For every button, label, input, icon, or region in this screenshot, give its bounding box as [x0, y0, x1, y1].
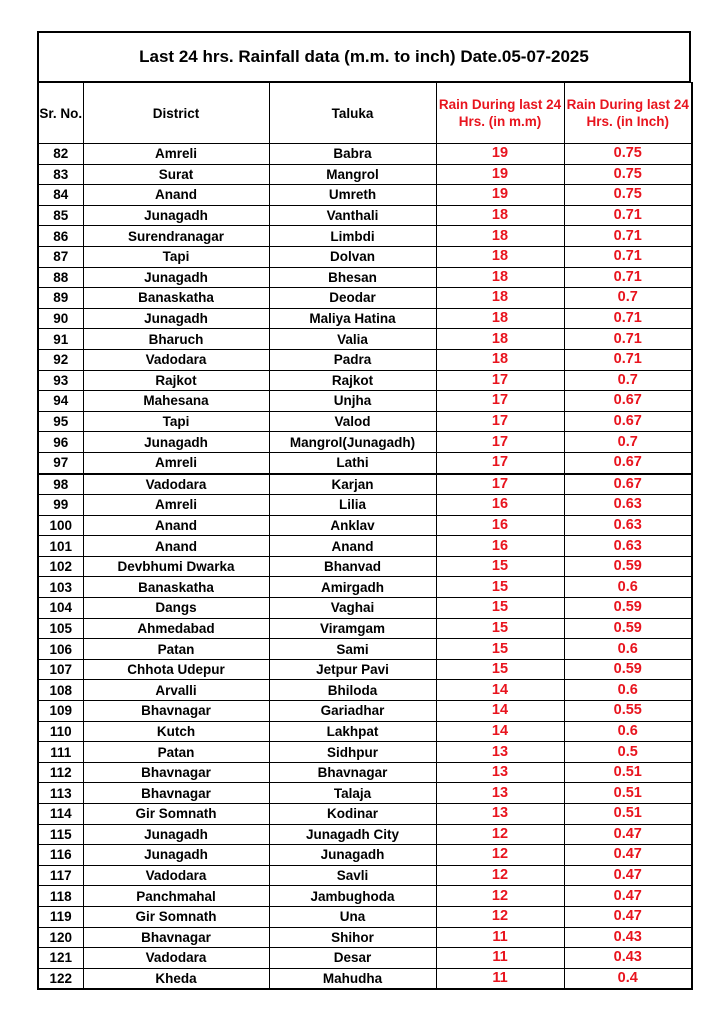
- table-row: [38, 927, 692, 948]
- cell-taluka: Bhiloda: [269, 680, 436, 701]
- header-district: District: [83, 83, 269, 144]
- cell-rain-mm: 16: [436, 536, 564, 557]
- table-row: [38, 598, 692, 619]
- cell-sr-no: 103: [38, 577, 83, 598]
- cell-taluka: Amirgadh: [269, 577, 436, 598]
- table-row: [38, 618, 692, 639]
- cell-district: Chhota Udepur: [83, 659, 269, 680]
- cell-taluka: Jetpur Pavi: [269, 659, 436, 680]
- cell-taluka: Una: [269, 906, 436, 927]
- cell-district: Rajkot: [83, 370, 269, 391]
- table-row: [38, 349, 692, 370]
- table-row: [38, 185, 692, 206]
- cell-sr-no: 95: [38, 411, 83, 432]
- cell-sr-no: 86: [38, 226, 83, 247]
- cell-rain-inch: 0.63: [564, 536, 692, 557]
- header-row: [38, 83, 692, 144]
- cell-district: Kheda: [83, 968, 269, 989]
- table-row: [38, 721, 692, 742]
- table-row: [38, 432, 692, 453]
- cell-sr-no: 85: [38, 205, 83, 226]
- cell-district: Bhavnagar: [83, 701, 269, 722]
- cell-sr-no: 98: [38, 474, 83, 495]
- cell-district: Bhavnagar: [83, 762, 269, 783]
- cell-district: Banaskatha: [83, 577, 269, 598]
- cell-sr-no: 97: [38, 452, 83, 473]
- cell-sr-no: 96: [38, 432, 83, 453]
- table-row: [38, 164, 692, 185]
- cell-rain-inch: 0.47: [564, 906, 692, 927]
- cell-taluka: Lathi: [269, 452, 436, 473]
- cell-taluka: Karjan: [269, 474, 436, 495]
- cell-sr-no: 102: [38, 556, 83, 577]
- cell-district: Bharuch: [83, 329, 269, 350]
- cell-sr-no: 89: [38, 288, 83, 309]
- cell-sr-no: 101: [38, 536, 83, 557]
- cell-taluka: Umreth: [269, 185, 436, 206]
- cell-district: Patan: [83, 639, 269, 660]
- cell-taluka: Limbdi: [269, 226, 436, 247]
- cell-district: Junagadh: [83, 308, 269, 329]
- cell-sr-no: 92: [38, 349, 83, 370]
- cell-rain-mm: 17: [436, 411, 564, 432]
- cell-district: Junagadh: [83, 267, 269, 288]
- cell-district: Vadodara: [83, 865, 269, 886]
- cell-rain-inch: 0.47: [564, 886, 692, 907]
- cell-district: Tapi: [83, 246, 269, 267]
- cell-district: Surat: [83, 164, 269, 185]
- table-row: [38, 267, 692, 288]
- cell-rain-inch: 0.71: [564, 246, 692, 267]
- cell-sr-no: 118: [38, 886, 83, 907]
- cell-rain-mm: 18: [436, 329, 564, 350]
- cell-rain-inch: 0.6: [564, 577, 692, 598]
- cell-sr-no: 122: [38, 968, 83, 989]
- cell-sr-no: 83: [38, 164, 83, 185]
- cell-sr-no: 115: [38, 824, 83, 845]
- cell-taluka: Unjha: [269, 391, 436, 412]
- table-row: [38, 824, 692, 845]
- cell-sr-no: 114: [38, 804, 83, 825]
- table-row: [38, 144, 692, 165]
- cell-rain-inch: 0.47: [564, 824, 692, 845]
- cell-rain-inch: 0.67: [564, 452, 692, 473]
- rainfall-table: [37, 82, 693, 990]
- table-row: [38, 205, 692, 226]
- cell-rain-inch: 0.59: [564, 556, 692, 577]
- cell-taluka: Bhavnagar: [269, 762, 436, 783]
- cell-rain-mm: 15: [436, 556, 564, 577]
- cell-rain-mm: 18: [436, 246, 564, 267]
- cell-rain-mm: 18: [436, 267, 564, 288]
- cell-rain-mm: 17: [436, 432, 564, 453]
- cell-rain-mm: 19: [436, 185, 564, 206]
- table-row: [38, 411, 692, 432]
- cell-sr-no: 100: [38, 515, 83, 536]
- cell-rain-mm: 18: [436, 308, 564, 329]
- cell-sr-no: 117: [38, 865, 83, 886]
- cell-taluka: Deodar: [269, 288, 436, 309]
- cell-sr-no: 107: [38, 659, 83, 680]
- table-row: [38, 865, 692, 886]
- cell-taluka: Padra: [269, 349, 436, 370]
- cell-sr-no: 106: [38, 639, 83, 660]
- table-row: [38, 474, 692, 495]
- table-row: [38, 495, 692, 516]
- cell-rain-inch: 0.43: [564, 948, 692, 969]
- cell-sr-no: 88: [38, 267, 83, 288]
- cell-rain-inch: 0.51: [564, 804, 692, 825]
- cell-taluka: Mahudha: [269, 968, 436, 989]
- cell-taluka: Talaja: [269, 783, 436, 804]
- cell-rain-inch: 0.6: [564, 639, 692, 660]
- cell-sr-no: 121: [38, 948, 83, 969]
- cell-sr-no: 87: [38, 246, 83, 267]
- cell-district: Anand: [83, 515, 269, 536]
- cell-district: Surendranagar: [83, 226, 269, 247]
- cell-district: Arvalli: [83, 680, 269, 701]
- cell-rain-inch: 0.59: [564, 598, 692, 619]
- cell-sr-no: 112: [38, 762, 83, 783]
- cell-sr-no: 111: [38, 742, 83, 763]
- cell-rain-mm: 12: [436, 906, 564, 927]
- table-row: [38, 804, 692, 825]
- table-row: [38, 556, 692, 577]
- cell-sr-no: 119: [38, 906, 83, 927]
- cell-taluka: Anand: [269, 536, 436, 557]
- cell-sr-no: 110: [38, 721, 83, 742]
- cell-rain-mm: 12: [436, 824, 564, 845]
- cell-rain-mm: 15: [436, 577, 564, 598]
- table-row: [38, 226, 692, 247]
- cell-district: Vadodara: [83, 349, 269, 370]
- cell-rain-inch: 0.51: [564, 783, 692, 804]
- cell-taluka: Shihor: [269, 927, 436, 948]
- table-row: [38, 783, 692, 804]
- cell-rain-mm: 12: [436, 865, 564, 886]
- header-rain-mm: Rain During last 24 Hrs. (in m.m): [436, 83, 564, 144]
- cell-rain-inch: 0.71: [564, 205, 692, 226]
- cell-taluka: Valia: [269, 329, 436, 350]
- cell-district: Amreli: [83, 495, 269, 516]
- cell-rain-mm: 17: [436, 370, 564, 391]
- cell-rain-mm: 18: [436, 226, 564, 247]
- cell-taluka: Gariadhar: [269, 701, 436, 722]
- cell-district: Gir Somnath: [83, 804, 269, 825]
- cell-district: Panchmahal: [83, 886, 269, 907]
- cell-taluka: Babra: [269, 144, 436, 165]
- cell-rain-inch: 0.43: [564, 927, 692, 948]
- cell-sr-no: 116: [38, 845, 83, 866]
- cell-sr-no: 99: [38, 495, 83, 516]
- cell-rain-inch: 0.4: [564, 968, 692, 989]
- cell-district: Bhavnagar: [83, 927, 269, 948]
- cell-taluka: Junagadh: [269, 845, 436, 866]
- cell-rain-inch: 0.75: [564, 144, 692, 165]
- cell-rain-mm: 14: [436, 680, 564, 701]
- table-row: [38, 845, 692, 866]
- cell-district: Anand: [83, 185, 269, 206]
- cell-taluka: Desar: [269, 948, 436, 969]
- cell-taluka: Anklav: [269, 515, 436, 536]
- table-row: [38, 288, 692, 309]
- cell-rain-inch: 0.47: [564, 865, 692, 886]
- cell-district: Patan: [83, 742, 269, 763]
- cell-rain-mm: 16: [436, 515, 564, 536]
- cell-taluka: Dolvan: [269, 246, 436, 267]
- cell-district: Amreli: [83, 452, 269, 473]
- table-row: [38, 886, 692, 907]
- cell-rain-inch: 0.67: [564, 411, 692, 432]
- cell-district: Vadodara: [83, 948, 269, 969]
- cell-sr-no: 94: [38, 391, 83, 412]
- table-row: [38, 370, 692, 391]
- cell-sr-no: 109: [38, 701, 83, 722]
- cell-taluka: Jambughoda: [269, 886, 436, 907]
- cell-sr-no: 82: [38, 144, 83, 165]
- cell-district: Vadodara: [83, 474, 269, 495]
- table-row: [38, 906, 692, 927]
- cell-taluka: Junagadh City: [269, 824, 436, 845]
- cell-rain-mm: 14: [436, 721, 564, 742]
- cell-taluka: Sami: [269, 639, 436, 660]
- cell-rain-mm: 17: [436, 452, 564, 473]
- cell-district: Junagadh: [83, 845, 269, 866]
- table-row: [38, 948, 692, 969]
- cell-district: Amreli: [83, 144, 269, 165]
- cell-rain-mm: 11: [436, 927, 564, 948]
- cell-taluka: Mangrol: [269, 164, 436, 185]
- cell-district: Devbhumi Dwarka: [83, 556, 269, 577]
- cell-rain-mm: 13: [436, 783, 564, 804]
- cell-rain-inch: 0.59: [564, 659, 692, 680]
- cell-taluka: Rajkot: [269, 370, 436, 391]
- cell-rain-inch: 0.55: [564, 701, 692, 722]
- table-row: [38, 742, 692, 763]
- table-row: [38, 515, 692, 536]
- cell-rain-mm: 11: [436, 968, 564, 989]
- table-body: [38, 144, 692, 990]
- cell-rain-mm: 15: [436, 618, 564, 639]
- table-row: [38, 577, 692, 598]
- cell-taluka: Bhanvad: [269, 556, 436, 577]
- cell-sr-no: 84: [38, 185, 83, 206]
- table-title: Last 24 hrs. Rainfall data (m.m. to inch) Date.05-07-2025: [37, 31, 691, 82]
- header-rain-inch: Rain During last 24 Hrs. (in Inch): [564, 83, 692, 144]
- cell-sr-no: 105: [38, 618, 83, 639]
- cell-sr-no: 104: [38, 598, 83, 619]
- cell-rain-mm: 15: [436, 598, 564, 619]
- cell-district: Tapi: [83, 411, 269, 432]
- table-row: [38, 701, 692, 722]
- cell-district: Anand: [83, 536, 269, 557]
- cell-rain-mm: 17: [436, 474, 564, 495]
- cell-rain-inch: 0.75: [564, 185, 692, 206]
- cell-district: Kutch: [83, 721, 269, 742]
- rainfall-sheet: [37, 31, 691, 990]
- cell-taluka: Lakhpat: [269, 721, 436, 742]
- table-row: [38, 246, 692, 267]
- cell-taluka: Kodinar: [269, 804, 436, 825]
- cell-rain-inch: 0.59: [564, 618, 692, 639]
- cell-district: Bhavnagar: [83, 783, 269, 804]
- cell-rain-mm: 11: [436, 948, 564, 969]
- cell-taluka: Sidhpur: [269, 742, 436, 763]
- cell-rain-inch: 0.51: [564, 762, 692, 783]
- cell-rain-mm: 13: [436, 804, 564, 825]
- header-sr-no: Sr. No.: [38, 83, 83, 144]
- cell-taluka: Vanthali: [269, 205, 436, 226]
- cell-taluka: Bhesan: [269, 267, 436, 288]
- cell-sr-no: 108: [38, 680, 83, 701]
- cell-rain-inch: 0.71: [564, 329, 692, 350]
- cell-rain-mm: 13: [436, 762, 564, 783]
- cell-taluka: Maliya Hatina: [269, 308, 436, 329]
- cell-sr-no: 91: [38, 329, 83, 350]
- cell-rain-mm: 19: [436, 164, 564, 185]
- header-taluka: Taluka: [269, 83, 436, 144]
- table-row: [38, 659, 692, 680]
- cell-rain-mm: 12: [436, 886, 564, 907]
- cell-taluka: Valod: [269, 411, 436, 432]
- cell-district: Junagadh: [83, 432, 269, 453]
- cell-rain-inch: 0.5: [564, 742, 692, 763]
- cell-district: Junagadh: [83, 824, 269, 845]
- cell-rain-inch: 0.7: [564, 432, 692, 453]
- cell-rain-mm: 13: [436, 742, 564, 763]
- cell-rain-inch: 0.63: [564, 515, 692, 536]
- cell-district: Banaskatha: [83, 288, 269, 309]
- table-row: [38, 639, 692, 660]
- table-row: [38, 329, 692, 350]
- table-row: [38, 308, 692, 329]
- cell-rain-inch: 0.6: [564, 721, 692, 742]
- cell-district: Dangs: [83, 598, 269, 619]
- cell-rain-inch: 0.75: [564, 164, 692, 185]
- cell-rain-inch: 0.47: [564, 845, 692, 866]
- cell-rain-inch: 0.7: [564, 370, 692, 391]
- table-row: [38, 536, 692, 557]
- cell-rain-mm: 12: [436, 845, 564, 866]
- cell-rain-inch: 0.67: [564, 474, 692, 495]
- cell-taluka: Vaghai: [269, 598, 436, 619]
- cell-taluka: Viramgam: [269, 618, 436, 639]
- cell-sr-no: 120: [38, 927, 83, 948]
- table-row: [38, 968, 692, 989]
- table-row: [38, 680, 692, 701]
- cell-rain-mm: 16: [436, 495, 564, 516]
- cell-district: Ahmedabad: [83, 618, 269, 639]
- cell-rain-mm: 19: [436, 144, 564, 165]
- cell-district: Junagadh: [83, 205, 269, 226]
- cell-rain-inch: 0.63: [564, 495, 692, 516]
- cell-rain-inch: 0.67: [564, 391, 692, 412]
- cell-rain-mm: 17: [436, 391, 564, 412]
- table-row: [38, 452, 692, 473]
- cell-sr-no: 93: [38, 370, 83, 391]
- cell-sr-no: 90: [38, 308, 83, 329]
- cell-taluka: Lilia: [269, 495, 436, 516]
- table-row: [38, 391, 692, 412]
- cell-rain-inch: 0.6: [564, 680, 692, 701]
- cell-rain-mm: 15: [436, 659, 564, 680]
- cell-district: Gir Somnath: [83, 906, 269, 927]
- cell-sr-no: 113: [38, 783, 83, 804]
- cell-rain-mm: 18: [436, 288, 564, 309]
- cell-rain-inch: 0.71: [564, 267, 692, 288]
- cell-district: Mahesana: [83, 391, 269, 412]
- cell-rain-inch: 0.71: [564, 349, 692, 370]
- cell-rain-mm: 15: [436, 639, 564, 660]
- table-row: [38, 762, 692, 783]
- cell-rain-mm: 18: [436, 349, 564, 370]
- cell-rain-inch: 0.7: [564, 288, 692, 309]
- cell-rain-inch: 0.71: [564, 226, 692, 247]
- cell-rain-inch: 0.71: [564, 308, 692, 329]
- cell-rain-mm: 14: [436, 701, 564, 722]
- cell-taluka: Mangrol(Junagadh): [269, 432, 436, 453]
- cell-rain-mm: 18: [436, 205, 564, 226]
- cell-taluka: Savli: [269, 865, 436, 886]
